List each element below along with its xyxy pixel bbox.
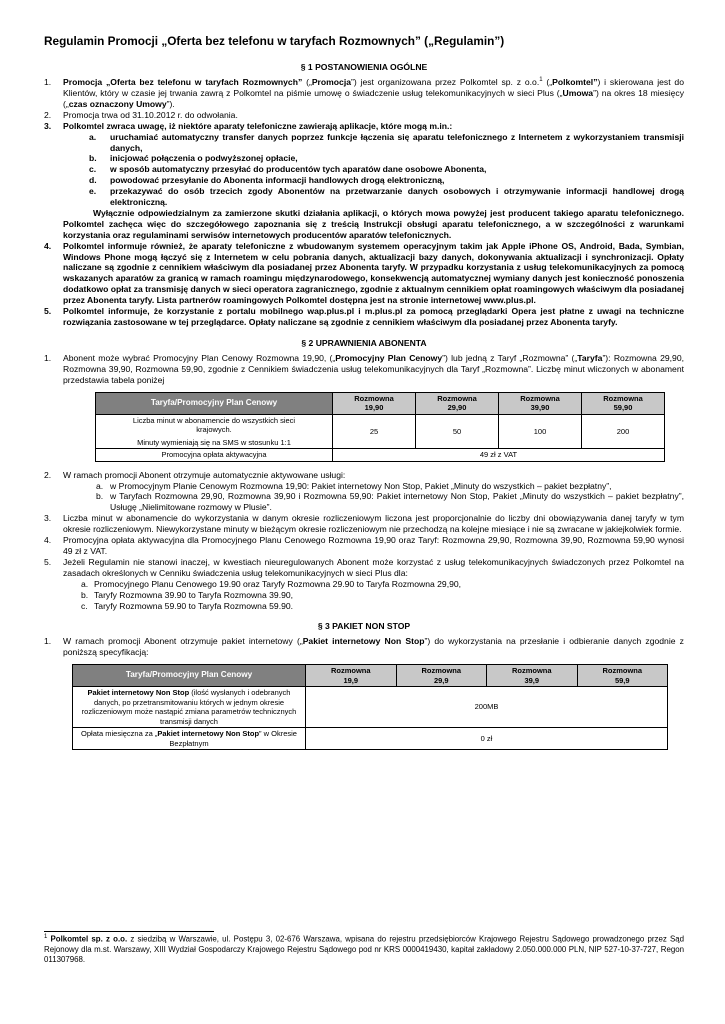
table-col-header xyxy=(333,392,416,414)
table-col-header xyxy=(577,665,668,687)
s2-p5-item-a xyxy=(44,579,684,590)
col-price: 19,9 xyxy=(343,675,359,685)
table-row xyxy=(73,728,668,750)
col-name: Rozmowna xyxy=(511,666,552,676)
table-cell: 0 zł xyxy=(306,728,668,750)
table-col-header xyxy=(499,392,582,414)
table-col-header xyxy=(582,392,665,414)
item-letter: a. xyxy=(81,578,89,589)
item-number: 4. xyxy=(44,535,52,546)
s1-p3-item-c xyxy=(44,164,684,175)
item-text: w sposób automatyczny przesyłać do producentów tych aparatów dane osobowe Abonenta, xyxy=(110,164,487,175)
text-run: ”) jest organizowana przez Polkomtel sp. z o.o. xyxy=(351,77,540,88)
s1-p3-after: Wyłącznie odpowiedzialnym za zamierzone skutki działania aplikacji, o których mowa powyżej jest producent takiego aparatu telefonicznego. Polkomtel zachęca więc do szczegółowego zapoznania się z treścią Instrukcji obsługi aparatu telefonicznego, a w szczególności z warunkami korzystania oraz regulaminami serwisów internetowych producentów aparatów telefonicznych. xyxy=(63,207,684,240)
paragraph-text: Polkomtel zwraca uwagę, iż niektóre aparaty telefoniczne zawierają aplikacje, które mogą m.in.: xyxy=(63,120,453,131)
term-polkomtel: Polkomtel” xyxy=(552,77,598,88)
s2-paragraph-3 xyxy=(44,513,684,535)
item-number: 1. xyxy=(44,352,52,363)
paragraph-text: Promocyjna opłata aktywacyjna dla Promocyjnego Planu Cenowego Rozmowna 19,90 oraz Taryf: Rozmowna 29,90, Rozmowna 39,90, Rozmowna 59,90 wynosi 49 zł z VAT. xyxy=(63,535,684,556)
item-number: 3. xyxy=(44,513,52,524)
row-label-bold: Pakiet internetowy Non Stop xyxy=(87,688,190,698)
s1-paragraph-3 xyxy=(44,121,684,132)
s2-paragraph-2 xyxy=(44,470,684,481)
col-price: 29,9 xyxy=(433,675,449,685)
term-promocja: Promocja xyxy=(311,77,351,88)
text-run: („ xyxy=(302,77,312,88)
text-run: („ xyxy=(542,77,553,88)
item-letter: a. xyxy=(96,480,104,491)
item-text: w Promocyjnym Planie Cenowym Rozmowna 19,90: Pakiet internetowy Non Stop, Pakiet „Minuty do wszystkich – pakiet bezpłatny”, xyxy=(110,480,612,491)
item-letter: b. xyxy=(96,491,104,502)
text-run: ) i skierowana jest do Klientów, który w czasie jej trwania zawrą z Polkomtel na piśmie umowę o świadczenie usług telekomunikacyjnych w sieci Plus („ xyxy=(63,77,684,98)
term-taryfa: Taryfa xyxy=(577,352,603,363)
col-name: Rozmowna xyxy=(354,393,394,403)
item-letter: a. xyxy=(89,131,97,142)
col-name: Rozmowna xyxy=(437,393,477,403)
term-plan: Promocyjny Plan Cenowy xyxy=(335,352,443,363)
table-row xyxy=(96,449,665,462)
item-letter: d. xyxy=(89,175,97,186)
item-text: Taryfy Rozmowna 59.90 to Taryfa Rozmowna 59.90. xyxy=(94,600,294,611)
item-text: Taryfy Rozmowna 39.90 to Taryfa Rozmowna 39.90, xyxy=(94,589,294,600)
text-run: ”). xyxy=(166,98,175,109)
item-text: powodować przesyłanie do Abonenta informacji handlowych drogą elektroniczną, xyxy=(110,175,445,186)
item-text: przekazywać do osób trzecich zgody Abonentów na przetwarzanie danych osobowych i otrzymywanie informacji handlowej drogą elektroniczną. xyxy=(110,186,684,208)
row-label-bold: Pakiet internetowy Non Stop xyxy=(157,729,260,739)
paragraph-text: W ramach promocji Abonent otrzymuje automatycznie aktywowane usługi: xyxy=(63,469,346,480)
text-run: ”) do wykorzystania na przesłanie i odbieranie danych zgodnie z poniższą specyfikacją: xyxy=(63,636,684,658)
term-pakiet: Pakiet internetowy Non Stop xyxy=(302,636,425,647)
item-number: 4. xyxy=(44,240,52,251)
item-text: uruchamiać automatyczny transfer danych poprzez funkcje łączenia się aparatu telefonicznego z Internetem z wykorzystaniem transmisji danych, xyxy=(110,131,684,153)
promo-name: Promocja „Oferta bez telefonu w taryfach Rozmownych” xyxy=(63,77,303,88)
footnote-text: z siedzibą w Warszawie, ul. Postępu 3, 02-676 Warszawa, wpisana do rejestru przedsiębiorców Krajowego Rejestru Sądowego prowadzonego przez Sąd Rejonowy dla m.st. Warszawy, XIII Wydział Gospodarczy Krajowego Rejestru Sądowego pod nr KRS 0000419430, kapitał zakładowy 2.050.000.000 PLN, NIP 527-10-37-727, Regon 011307968. xyxy=(44,934,684,964)
col-price: 39,90 xyxy=(530,403,550,413)
row-label-line: Liczba minut w abonamencie do wszystkich sieci krajowych. xyxy=(132,415,296,435)
col-price: 59,90 xyxy=(613,403,633,413)
s1-p3-item-b xyxy=(44,153,684,164)
col-price: 59,9 xyxy=(614,675,630,685)
table-col-header xyxy=(396,665,487,687)
table-row xyxy=(96,414,665,449)
col-price: 29,90 xyxy=(447,403,467,413)
col-price: 39,9 xyxy=(524,675,540,685)
table-cell: 100 xyxy=(499,414,582,449)
item-number: 5. xyxy=(44,556,52,567)
section-1-heading: § 1 POSTANOWIENIA OGÓLNE xyxy=(300,62,428,73)
paragraph-text: Promocja trwa od 31.10.2012 r. do odwołania. xyxy=(63,109,238,120)
table-header-row xyxy=(73,665,668,687)
paragraph-text: Polkomtel informuje również, że aparaty telefoniczne z wbudowanym systemem operacyjnym takim jak Apple iPhone OS, Android, Bada, Symbian, Windows Phone mogą łączyć się z Internetem w celu pobrania danych, aktualizacji bazy danych, dokonywania aktualizacji i synchronizacji. Opłaty naliczane są zgodnie z cennikiem właściwym dla posiadanej przez Abonenta taryfy. W przypadku korzystania z usług telekomunikacyjnych za pomocą wskazanych aparatów za granicą w ramach roamingu międzynarodowego, konsekwencją automatycznej wymiany danych jest konieczność ponoszenia dodatkowo opłat za transmisję danych w sieci operatora zagranicznego, zgodnie z aktualnym cennikiem opłat roamingowych właściwym dla posiadanej przez Abonenta taryfy. Lista partnerów roamingowych Polkomtel dostępna jest na stronie internetowej www.plus.pl. xyxy=(63,240,684,306)
item-number: 1. xyxy=(44,636,52,647)
table-col-header xyxy=(416,392,499,414)
table-cell: 200 xyxy=(582,414,665,449)
footnote-company: Polkomtel sp. z o.o. xyxy=(50,934,128,944)
item-number: 2. xyxy=(44,109,52,120)
s1-paragraph-4 xyxy=(44,241,684,306)
item-letter: b. xyxy=(89,153,97,164)
text-run: ”) na okres 18 miesięcy („ xyxy=(63,87,685,109)
s1-paragraph-1 xyxy=(44,77,684,110)
col-name: Rozmowna xyxy=(603,393,643,403)
s1-p3-item-e xyxy=(44,186,684,208)
document-page xyxy=(44,34,684,756)
row-label xyxy=(96,414,333,449)
s2-p5-item-c xyxy=(44,601,684,612)
s2-p2-item-a xyxy=(44,481,684,492)
text-run: ”): Rozmowna 29,90, Rozmowna 39,90, Rozmowna 59,90, zgodnie z Cennikiem świadczenia usług telekomunikacyjnych dla Taryf „Rozmowna”. Liczbę minut wliczonych w abonament przedstawia tabela poniżej xyxy=(63,352,684,385)
row-label-text: ” w Okresie Bezpłatnym xyxy=(169,729,297,748)
paragraph-text: Liczba minut w abonamencie do wykorzystania w danym okresie rozliczeniowym liczona jest proporcjonalnie do liczby dni obowiązywania danej taryfy w tym okresie rozliczeniowym. Niewykorzystane minuty w bieżącym okresie rozliczeniowym nie przechodzą na kolejne miesiące i nie są zwracane w jakiejkolwiek formie. xyxy=(63,513,684,535)
term-umowa: Umowa xyxy=(562,87,594,98)
s1-p3-item-a xyxy=(44,132,684,154)
s1-paragraph-2 xyxy=(44,110,684,121)
item-letter: c. xyxy=(89,164,97,175)
section-3-heading: § 3 PAKIET NON STOP xyxy=(317,621,411,632)
row-label-line: Minuty wymieniają się na SMS w stosunku 1:1 xyxy=(137,437,291,447)
table-header-label: Taryfa/Promocyjny Plan Cenowy xyxy=(73,665,306,687)
table-cell: 25 xyxy=(333,414,416,449)
item-number: 1. xyxy=(44,77,52,88)
s2-p2-item-b xyxy=(44,491,684,513)
s2-p5-item-b xyxy=(44,590,684,601)
col-name: Rozmowna xyxy=(602,666,643,676)
item-letter: e. xyxy=(89,186,97,197)
footnote-number: 1 xyxy=(44,934,48,940)
row-label-text: (ilość wysłanych i odebranych danych, po przetransmitowaniu których w jednym okresie rozliczeniowym może nastąpić zmiana parametrów technicznych transmisji danych xyxy=(81,688,297,726)
item-letter: c. xyxy=(81,600,88,611)
item-number: 3. xyxy=(44,120,52,131)
footnote-ref: 1 xyxy=(539,77,543,84)
text-run: Abonent może wybrać Promocyjny Plan Cenowy Rozmowna 19,90, („ xyxy=(63,352,336,363)
table-cell: 50 xyxy=(416,414,499,449)
s3-paragraph-1 xyxy=(44,636,684,658)
table-cell: 200MB xyxy=(306,687,668,728)
item-number: 5. xyxy=(44,306,52,317)
s1-p3-item-d xyxy=(44,175,684,186)
row-label xyxy=(73,728,306,750)
table-col-header xyxy=(487,665,578,687)
item-text: Promocyjnego Planu Cenowego 19.90 oraz Taryfy Rozmowna 29.90 to Taryfa Rozmowna 29,90, xyxy=(94,578,462,589)
col-price: 19,90 xyxy=(364,403,384,413)
minutes-table xyxy=(95,392,665,462)
col-name: Rozmowna xyxy=(330,666,371,676)
col-name: Rozmowna xyxy=(421,666,462,676)
term-czas-oznaczony: czas oznaczony Umowy xyxy=(68,98,167,109)
item-text: inicjować połączenia o podwyższonej opłacie, xyxy=(110,153,298,164)
s2-paragraph-1 xyxy=(44,353,684,386)
footnote xyxy=(44,934,684,965)
paragraph-text: Polkomtel informuje, że korzystanie z portalu mobilnego wap.plus.pl i m.plus.pl za pomocą przeglądarki Opera jest płatne z uwagi na techniczne rozwiązania zastosowane w tej przeglądarce. Opłaty naliczane są zgodnie z cennikiem właściwym dla posiadanej przez Abonenta taryfy. xyxy=(63,306,684,327)
row-label-text: Opłata miesięczna za „ xyxy=(81,729,158,739)
table-header-row xyxy=(96,392,665,414)
item-letter: b. xyxy=(81,589,89,600)
s2-paragraph-5 xyxy=(44,557,684,579)
text-run: W ramach promocji Abonent otrzymuje pakiet internetowy („ xyxy=(63,636,303,647)
table-row xyxy=(73,687,668,728)
item-number: 2. xyxy=(44,469,52,480)
table-col-header xyxy=(306,665,397,687)
row-label xyxy=(73,687,306,728)
pakiet-table xyxy=(72,664,668,750)
s2-paragraph-4 xyxy=(44,535,684,557)
s1-paragraph-5 xyxy=(44,306,684,328)
section-2-heading: § 2 UPRAWNIENIA ABONENTA xyxy=(301,337,427,348)
text-run: ”) lub jedną z Taryf „Rozmowna” („ xyxy=(442,352,578,363)
table-header-label: Taryfa/Promocyjny Plan Cenowy xyxy=(96,392,333,414)
row-label: Promocyjna opłata aktywacyjna xyxy=(96,449,333,462)
footnote-divider xyxy=(44,931,214,932)
paragraph-text: Jeżeli Regulamin nie stanowi inaczej, w kwestiach nieuregulowanych Abonent może korzystać z usług telekomunikacyjnych świadczonych przez Polkomtel na zasadach określonych w Cenniku świadczenia usług telekomunikacyjnych w sieci Plus dla: xyxy=(63,556,684,578)
col-name: Rozmowna xyxy=(520,393,560,403)
table-cell: 49 zł z VAT xyxy=(333,449,665,462)
document-title: Regulamin Promocji „Oferta bez telefonu w taryfach Rozmownych” („Regulamin”) xyxy=(44,34,505,48)
item-text: w Taryfach Rozmowna 29,90, Rozmowna 39,90 i Rozmowna 59,90: Pakiet internetowy Non Stop, Pakiet „Minuty do wszystkich – pakiet bezpłatny”, Usługę „Nielimitowane rozmowy w Plusie”. xyxy=(110,491,684,513)
